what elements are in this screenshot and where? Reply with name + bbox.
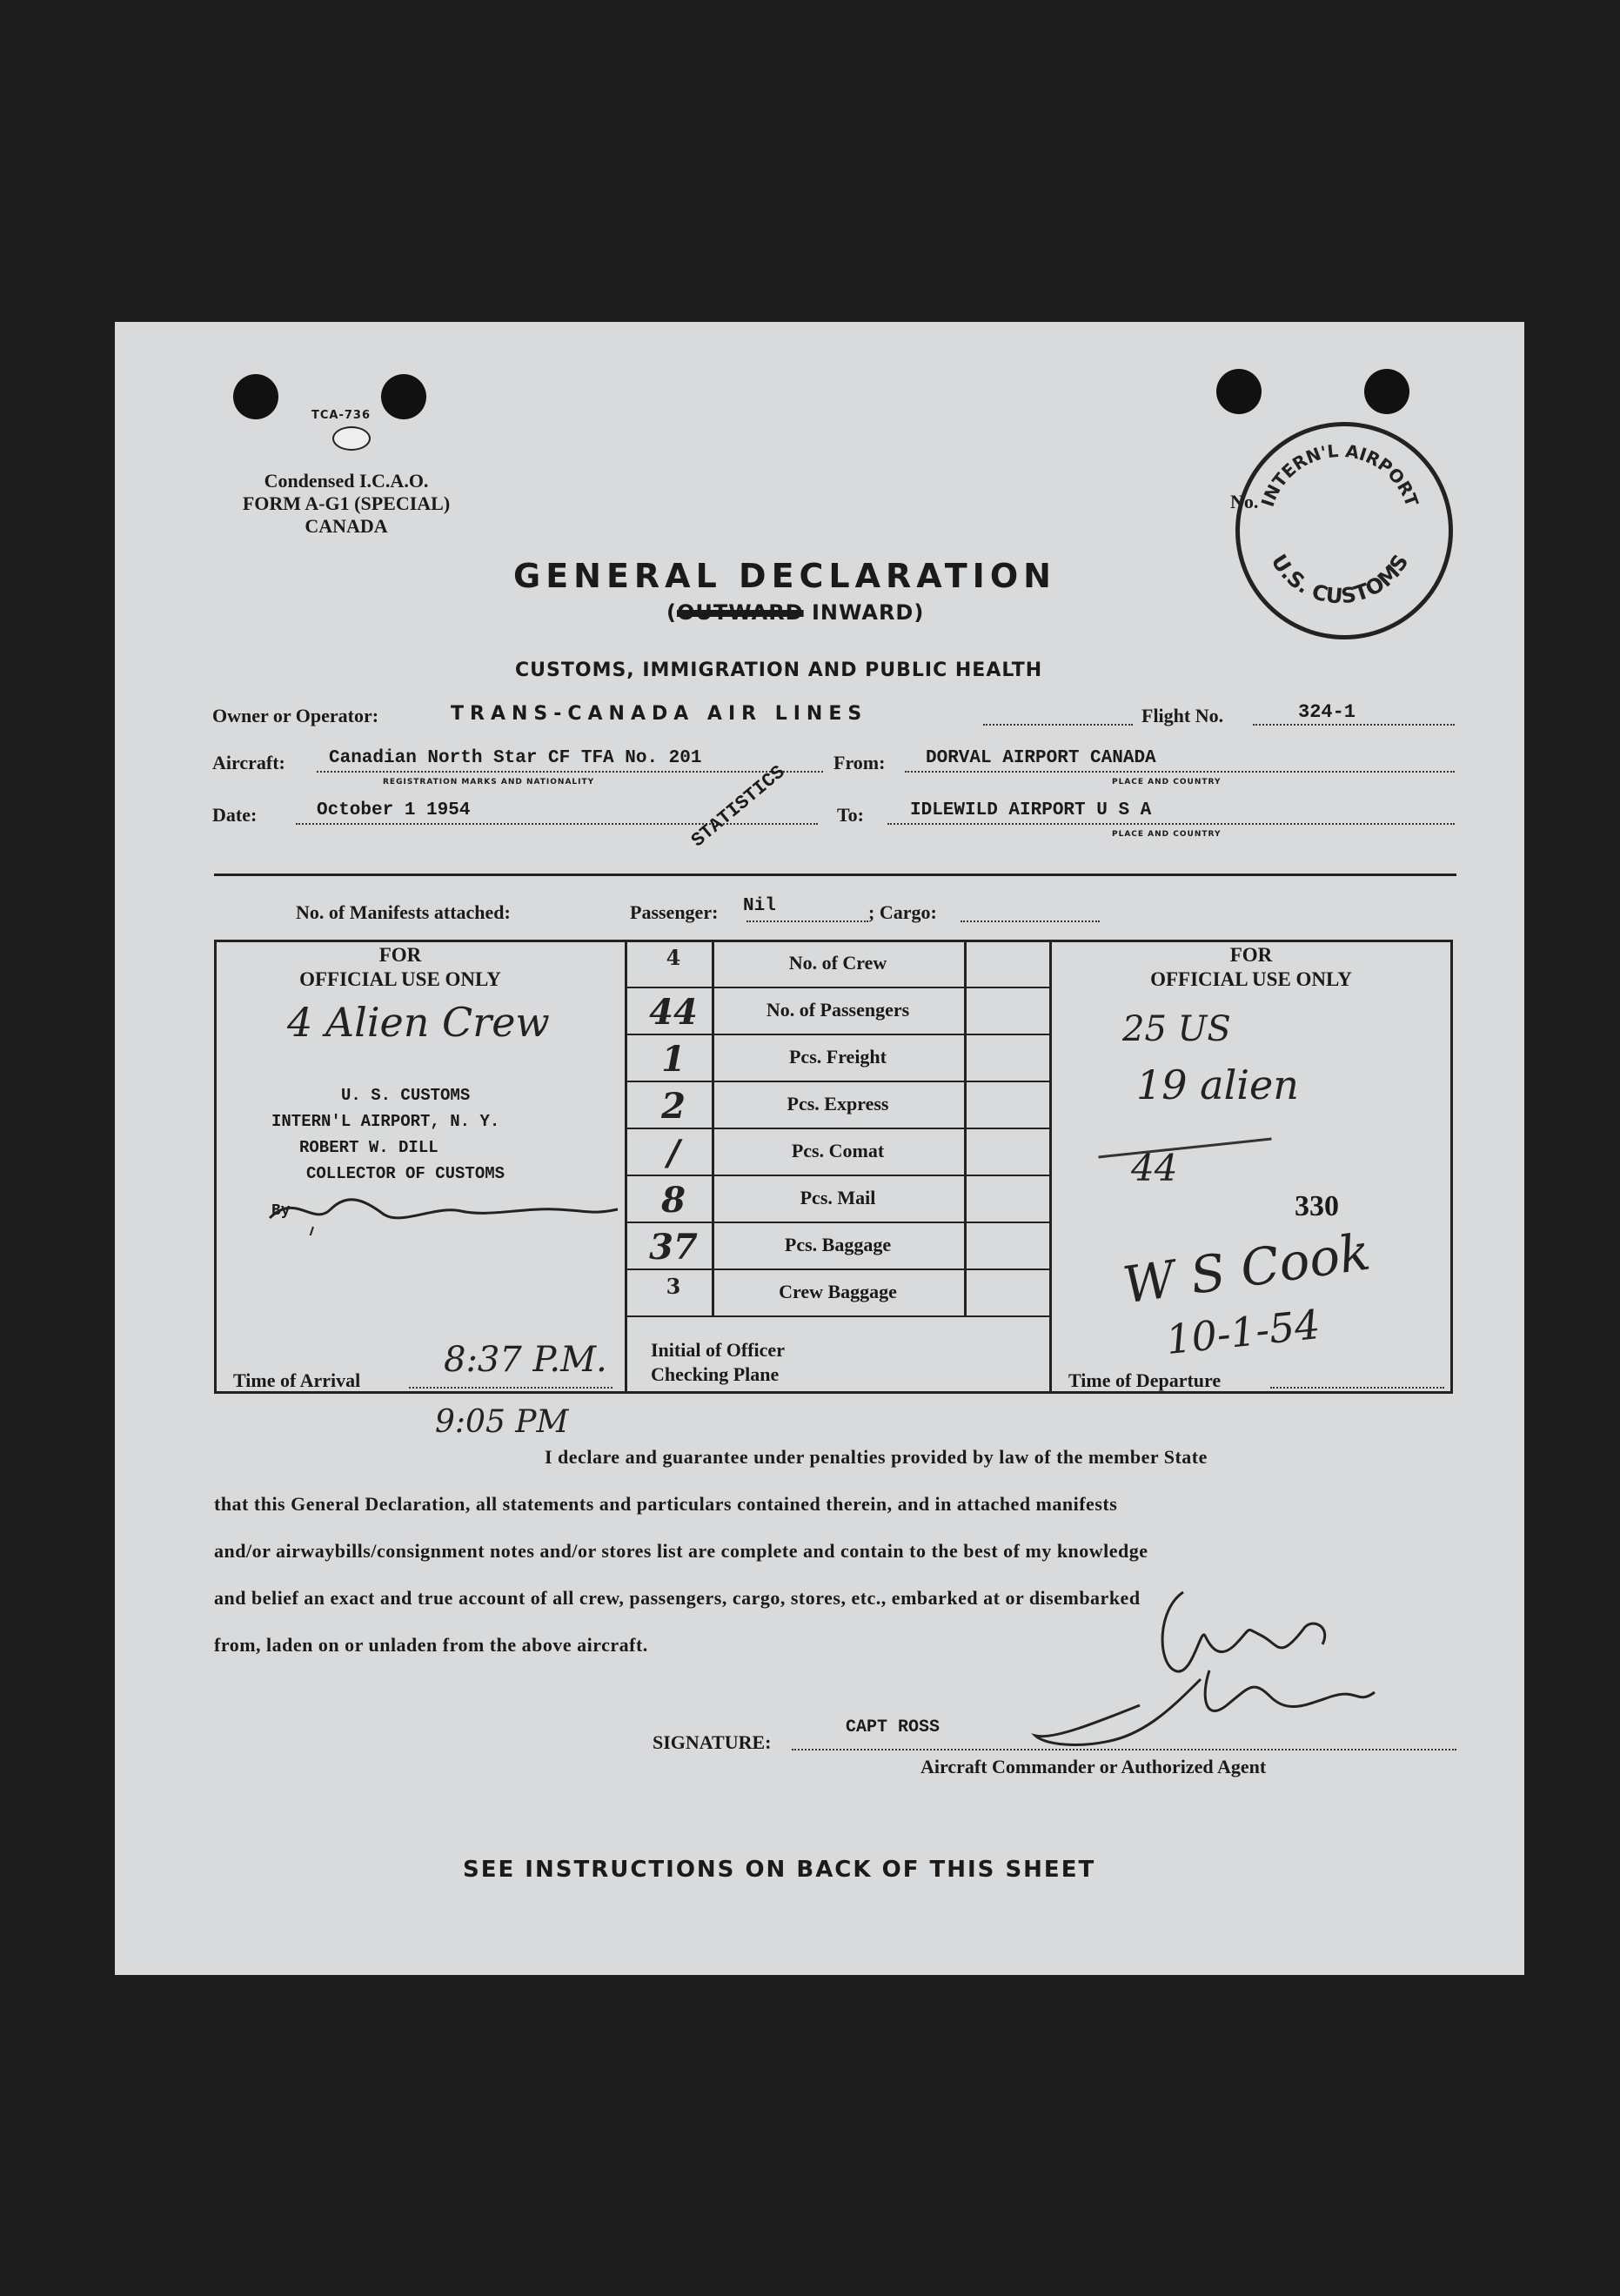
form-line-2: FORM A-G1 (SPECIAL) bbox=[242, 492, 451, 514]
row-count: 37 bbox=[649, 1227, 698, 1268]
to-value: IDLEWILD AIRPORT U S A bbox=[910, 800, 1152, 820]
captain-signature bbox=[1027, 1575, 1392, 1766]
signature-caption: Aircraft Commander or Authorized Agent bbox=[920, 1756, 1267, 1777]
passenger-label: Passenger: bbox=[630, 901, 719, 923]
passenger-dotted-line bbox=[746, 920, 868, 922]
official-left-heading bbox=[261, 943, 539, 992]
signature-dotted-line bbox=[792, 1749, 1456, 1750]
us-customs-circular-stamp bbox=[1235, 422, 1453, 639]
declaration-line-5: from, laden on or unladen from the above aircraft. bbox=[214, 1634, 648, 1656]
initial-line-1: Initial of Officer bbox=[651, 1339, 785, 1361]
right-inspector-sign: W S Cook bbox=[1119, 1222, 1374, 1315]
row-label: Pcs. Baggage bbox=[784, 1234, 892, 1255]
to-caption: PLACE AND COUNTRY bbox=[1112, 830, 1222, 839]
flight-value: 324-1 bbox=[1298, 701, 1356, 723]
declaration-line-1: I declare and guarantee under penalties provided by law of the member State bbox=[545, 1446, 1208, 1468]
form-line-3: CANADA bbox=[305, 515, 388, 537]
customs-stamp-block bbox=[271, 1082, 505, 1187]
table-row bbox=[625, 1268, 1049, 1317]
row-count: 1 bbox=[661, 1039, 686, 1080]
punch-hole-2 bbox=[381, 374, 426, 419]
date-dotted-line bbox=[296, 823, 818, 825]
from-label: From: bbox=[833, 752, 886, 773]
table-row bbox=[625, 1128, 1049, 1176]
subtitle-struck: OUTWARD bbox=[676, 600, 804, 625]
row-label: Crew Baggage bbox=[779, 1281, 897, 1302]
row-count: 3 bbox=[666, 1274, 681, 1299]
subtitle-open: ( bbox=[666, 600, 677, 625]
table-row bbox=[625, 1081, 1049, 1129]
section-heading: CUSTOMS, IMMIGRATION AND PUBLIC HEALTH bbox=[515, 659, 1043, 681]
row-label: No. of Passengers bbox=[766, 999, 910, 1021]
aircraft-dotted-line bbox=[317, 771, 823, 773]
stamp-bottom-text: U.S. CUSTOMS bbox=[1266, 550, 1414, 609]
row-count: 8 bbox=[661, 1180, 686, 1221]
row-label: Pcs. Comat bbox=[791, 1140, 885, 1161]
alien-crew-note: 4 Alien Crew bbox=[287, 999, 550, 1046]
initial-line-2: Checking Plane bbox=[651, 1363, 780, 1385]
right-number: 330 bbox=[1295, 1190, 1339, 1222]
cargo-label: ; Cargo: bbox=[868, 901, 937, 923]
owner-value: TRANS-CANADA AIR LINES bbox=[451, 703, 868, 725]
official-left-for: FOR bbox=[378, 944, 422, 966]
arrival-time: 8:37 P.M. bbox=[444, 1340, 607, 1380]
from-dotted-line bbox=[905, 771, 1455, 773]
to-label: To: bbox=[837, 804, 864, 826]
punch-hole-1 bbox=[233, 374, 278, 419]
from-caption: PLACE AND COUNTRY bbox=[1112, 778, 1222, 787]
official-left-use: OFFICIAL USE ONLY bbox=[299, 968, 501, 990]
from-value: DORVAL AIRPORT CANADA bbox=[926, 748, 1156, 768]
row-count: 4 bbox=[666, 945, 681, 970]
form-number-label: No. bbox=[1230, 491, 1259, 512]
departure-label: Time of Departure bbox=[1068, 1369, 1222, 1391]
right-note-alien: 19 alien bbox=[1136, 1061, 1299, 1108]
form-code: TCA-736 bbox=[311, 409, 372, 422]
declaration-line-2: that this General Declaration, all statements and particulars contained therein, and in attached manifests bbox=[214, 1493, 1118, 1515]
declaration-line-4: and belief an exact and true account of all crew, passengers, cargo, stores, etc., embarked at or disembarked bbox=[214, 1587, 1141, 1609]
signature-typed: CAPT ROSS bbox=[846, 1717, 941, 1737]
tca-logo-icon bbox=[332, 426, 371, 451]
passenger-value: Nil bbox=[743, 896, 776, 916]
form-line-1: Condensed I.C.A.O. bbox=[264, 470, 429, 492]
table-row bbox=[625, 1222, 1049, 1270]
flight-dotted-line bbox=[1253, 724, 1455, 726]
stamp-top-text: INTERN'L AIRPORT bbox=[1256, 439, 1423, 510]
right-note-total: 44 bbox=[1131, 1147, 1178, 1189]
declaration-line-3: and/or airwaybills/consignment notes and/or stores list are complete and contain to the best of my knowledge bbox=[214, 1540, 1148, 1562]
table-row bbox=[625, 987, 1049, 1035]
official-right-use: OFFICIAL USE ONLY bbox=[1150, 968, 1352, 990]
officer-signature-scribble bbox=[261, 1183, 626, 1235]
punch-hole-4 bbox=[1364, 369, 1409, 414]
owner-label: Owner or Operator: bbox=[212, 705, 379, 726]
header-rule bbox=[214, 874, 1456, 876]
table-divider-right bbox=[1049, 940, 1052, 1394]
table-row bbox=[625, 1034, 1049, 1082]
customs-stamp-line-3: ROBERT W. DILL bbox=[299, 1138, 438, 1157]
row-count: 2 bbox=[661, 1086, 686, 1127]
form-title: GENERAL DECLARATION bbox=[513, 557, 1056, 595]
departure-dotted-line bbox=[1270, 1387, 1444, 1389]
table-row bbox=[625, 940, 1049, 988]
row-count: 44 bbox=[649, 992, 698, 1033]
flight-label: Flight No. bbox=[1141, 705, 1224, 726]
row-label: Pcs. Express bbox=[787, 1093, 889, 1115]
table-row bbox=[625, 1175, 1049, 1223]
arrival-label: Time of Arrival bbox=[233, 1369, 361, 1391]
right-inspector-date: 10-1-54 bbox=[1163, 1300, 1322, 1364]
row-label: Pcs. Mail bbox=[800, 1187, 876, 1208]
subtitle-direction: INWARD) bbox=[811, 600, 925, 625]
by-label: By bbox=[271, 1202, 291, 1220]
aircraft-caption: REGISTRATION MARKS AND NATIONALITY bbox=[383, 778, 595, 787]
row-count: / bbox=[666, 1133, 680, 1174]
customs-stamp-line-2: INTERN'L AIRPORT, N. Y. bbox=[271, 1112, 500, 1131]
punch-hole-3 bbox=[1216, 369, 1262, 414]
aircraft-label: Aircraft: bbox=[212, 752, 285, 773]
customs-stamp-line-4: COLLECTOR OF CUSTOMS bbox=[306, 1164, 505, 1183]
to-dotted-line bbox=[887, 823, 1455, 825]
official-right-heading bbox=[1103, 943, 1399, 992]
date-value: October 1 1954 bbox=[317, 800, 471, 820]
row-label: No. of Crew bbox=[788, 952, 887, 974]
owner-dotted-line bbox=[983, 724, 1133, 726]
customs-stamp-line-1: U. S. CUSTOMS bbox=[341, 1086, 471, 1105]
row-label: Pcs. Freight bbox=[788, 1046, 887, 1068]
cargo-dotted-line bbox=[961, 920, 1100, 922]
extra-time-note: 9:05 PM bbox=[435, 1404, 569, 1440]
date-label: Date: bbox=[212, 804, 258, 826]
signature-label: SIGNATURE: bbox=[653, 1731, 772, 1753]
statistics-stamp: STATISTICS bbox=[687, 761, 790, 853]
form-subtitle bbox=[666, 600, 924, 625]
official-right-for: FOR bbox=[1229, 944, 1273, 966]
aircraft-value: Canadian North Star CF TFA No. 201 bbox=[329, 748, 702, 768]
manifests-label: No. of Manifests attached: bbox=[296, 901, 511, 923]
initial-officer-label bbox=[651, 1338, 785, 1387]
footer-instructions: SEE INSTRUCTIONS ON BACK OF THIS SHEET bbox=[463, 1857, 1096, 1883]
arrival-dotted-line bbox=[409, 1387, 613, 1389]
right-note-us: 25 US bbox=[1122, 1009, 1231, 1049]
form-identifier bbox=[198, 470, 494, 538]
